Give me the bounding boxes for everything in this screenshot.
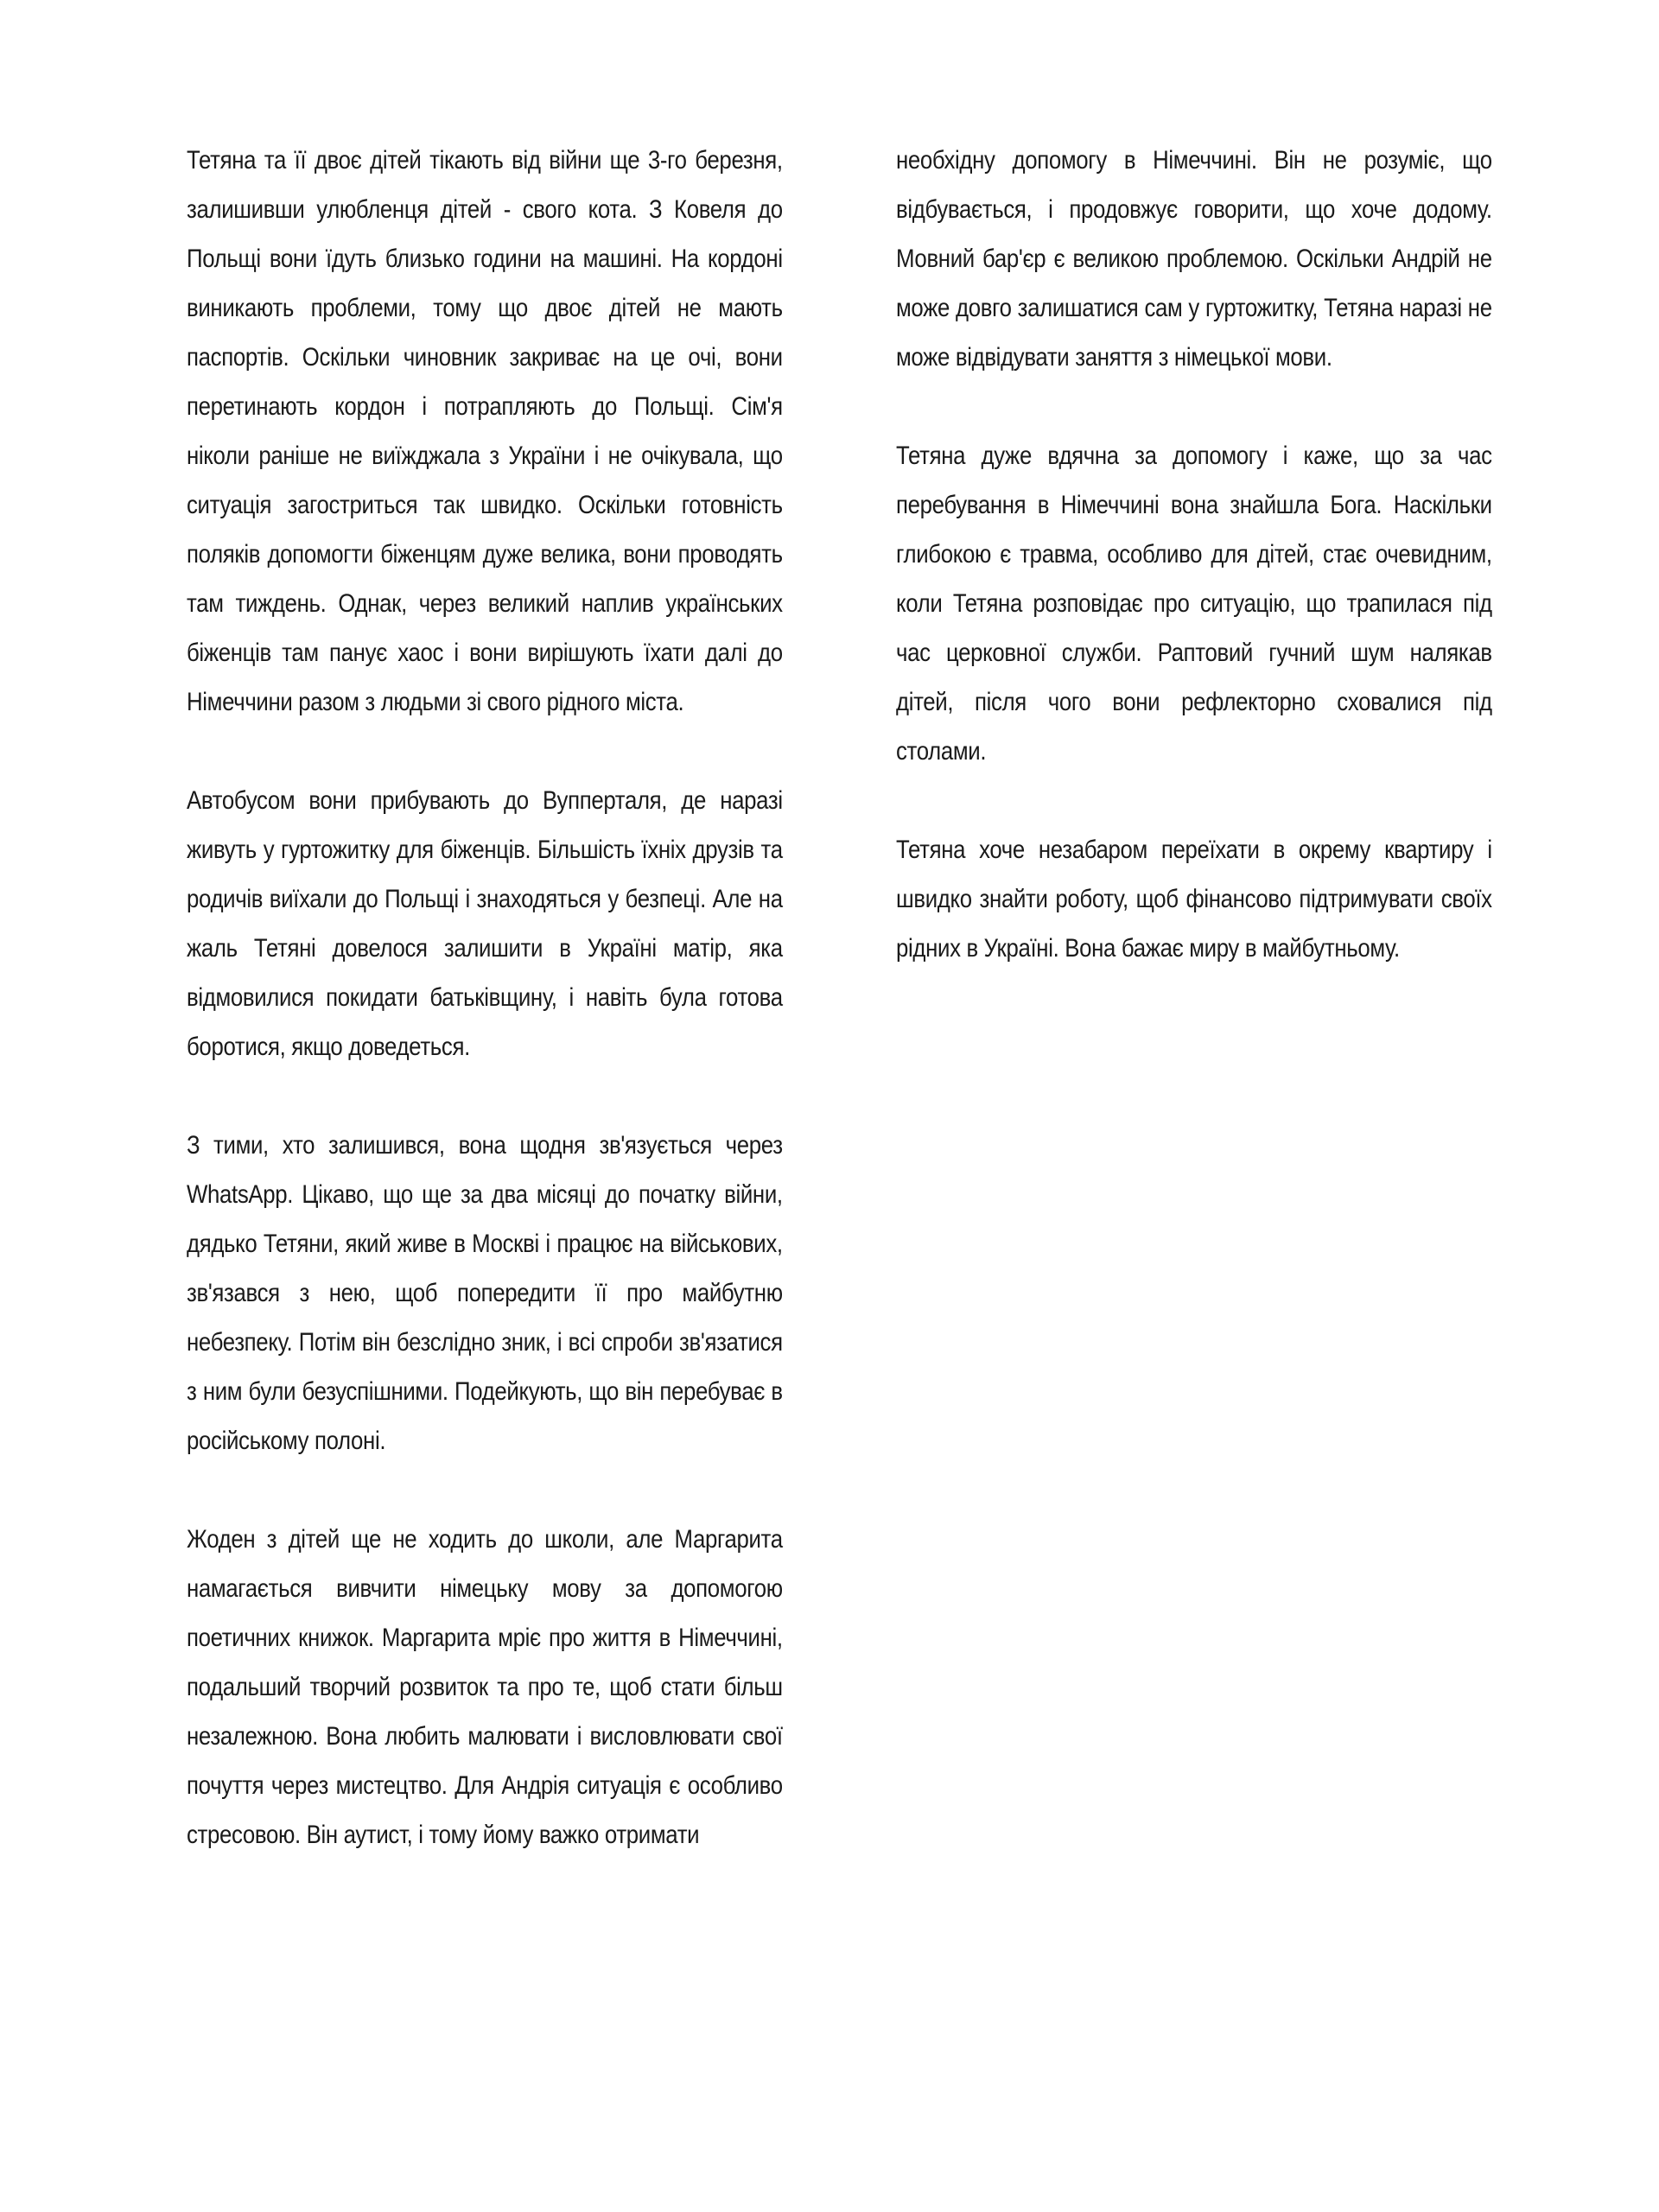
right-column <box>896 136 1492 973</box>
paragraph-future: Тетяна хоче незабаром переїхати в окрему квартиру і швидко знайти роботу, щоб фінансово підтримувати своїх рідних в Україні. Вона бажає миру в майбутньому. <box>896 836 1492 963</box>
paragraph-escape: Тетяна та її двоє дітей тікають від війни ще 3-го березня, залишивши улюбленця дітей - свого кота. З Ковеля до Польщі вони їдуть близько години на машині. На кордоні виникають проблеми, тому що двоє дітей не мають паспортів. Оскільки чиновник закриває на це очі, вони перетинають кордон і потрапляють до Польщі. Сім'я ніколи раніше не виїжджала з України і не очікувала, що ситуація загостриться так швидко. Оскільки готовність поляків допомогти біженцям дуже велика, вони проводять там тиждень. Однак, через великий наплив українських біженців там панує хаос і вони вирішують їхати далі до Німеччини разом з людьми зі свого рідного міста. <box>187 146 783 716</box>
paragraph-help: необхідну допомогу в Німеччині. Він не розуміє, що відбувається, і продовжує говорити, що хоче додому. Мовний бар'єр є великою проблемою. Оскільки Андрій не може довго залишатися сам у гуртожитку, Тетяна наразі не може відвідувати заняття з німецької мови. <box>896 146 1492 372</box>
paragraph-wuppertal: Автобусом вони прибувають до Вупперталя, де наразі живуть у гуртожитку для біженців. Більшість їхніх друзів та родичів виїхали до Польщі і знаходяться у безпеці. Але на жаль Тетяні довелося залишити в Україні матір, яка відмовилися покидати батьківщину, і навіть була готова боротися, якщо доведеться. <box>187 786 783 1061</box>
left-column <box>187 136 783 1859</box>
paragraph-children: Жоден з дітей ще не ходить до школи, але Маргарита намагається вивчити німецьку мову за допомогою поетичних книжок. Маргарита мріє про життя в Німеччині, подальший творчий розвиток та про те, щоб стати більш незалежною. Вона любить малювати і висловлювати свої почуття через мистецтво. Для Андрія ситуація є особливо стресовою. Він аутист, і тому йому важко отримати <box>187 1525 783 1849</box>
paragraph-gratitude: Тетяна дуже вдячна за допомогу і каже, що за час перебування в Німеччині вона знайшла Бога. Наскільки глибокою є травма, особливо для дітей, стає очевидним, коли Тетяна розповідає про ситуацію, що трапилася під час церковної служби. Раптовий гучний шум налякав дітей, після чого вони рефлекторно сховалися під столами. <box>896 442 1492 766</box>
paragraph-whatsapp: З тими, хто залишився, вона щодня зв'язується через WhatsApp. Цікаво, що ще за два місяці до початку війни, дядько Тетяни, який живе в Москві і працює на військових, зв'язався з нею, щоб попередити її про майбутню небезпеку. Потім він безслідно зник, і всі спроби зв'язатися з ним були безуспішними. Подейкують, що він перебуває в російському полоні. <box>187 1131 783 1455</box>
